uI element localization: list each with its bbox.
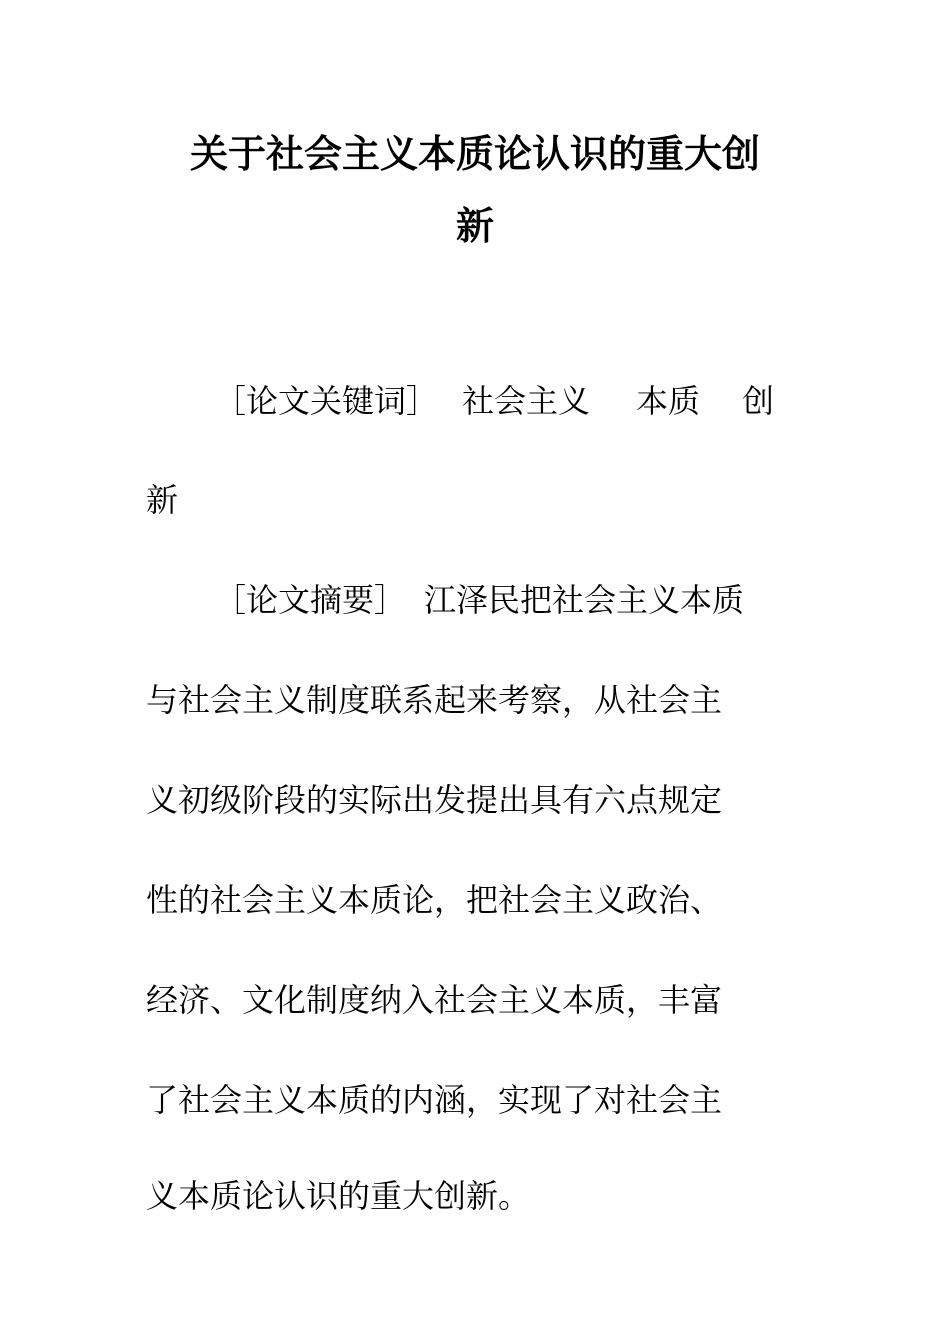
keywords-label: ［论文关键词］ <box>214 382 439 420</box>
keywords-wrap-line: 新 <box>146 481 179 519</box>
abstract-text-line: 义本质论认识的重大创新。 <box>146 1177 531 1215</box>
abstract-label: ［论文摘要］ <box>214 581 407 619</box>
abstract-text-line: 性的社会主义本质论，把社会主义政治、 <box>146 881 723 919</box>
abstract-text-line: 与社会主义制度联系起来考察，从社会主 <box>146 681 723 719</box>
abstract-text-line: 江泽民把社会主义本质 <box>424 581 745 619</box>
abstract-text-line: 经济、文化制度纳入社会主义本质，丰富 <box>146 981 723 1019</box>
abstract-text-line: 了社会主义本质的内涵，实现了对社会主 <box>146 1081 723 1119</box>
document-title <box>150 118 800 262</box>
title-line-2: 新 <box>455 204 494 248</box>
keyword-item: 创 <box>742 382 775 420</box>
keyword-item: 社会主义 <box>462 382 591 420</box>
title-line-1: 关于社会主义本质论认识的重大创 <box>189 132 760 176</box>
keyword-item: 本质 <box>636 382 701 420</box>
abstract-text-line: 义初级阶段的实际出发提出具有六点规定 <box>146 781 723 819</box>
